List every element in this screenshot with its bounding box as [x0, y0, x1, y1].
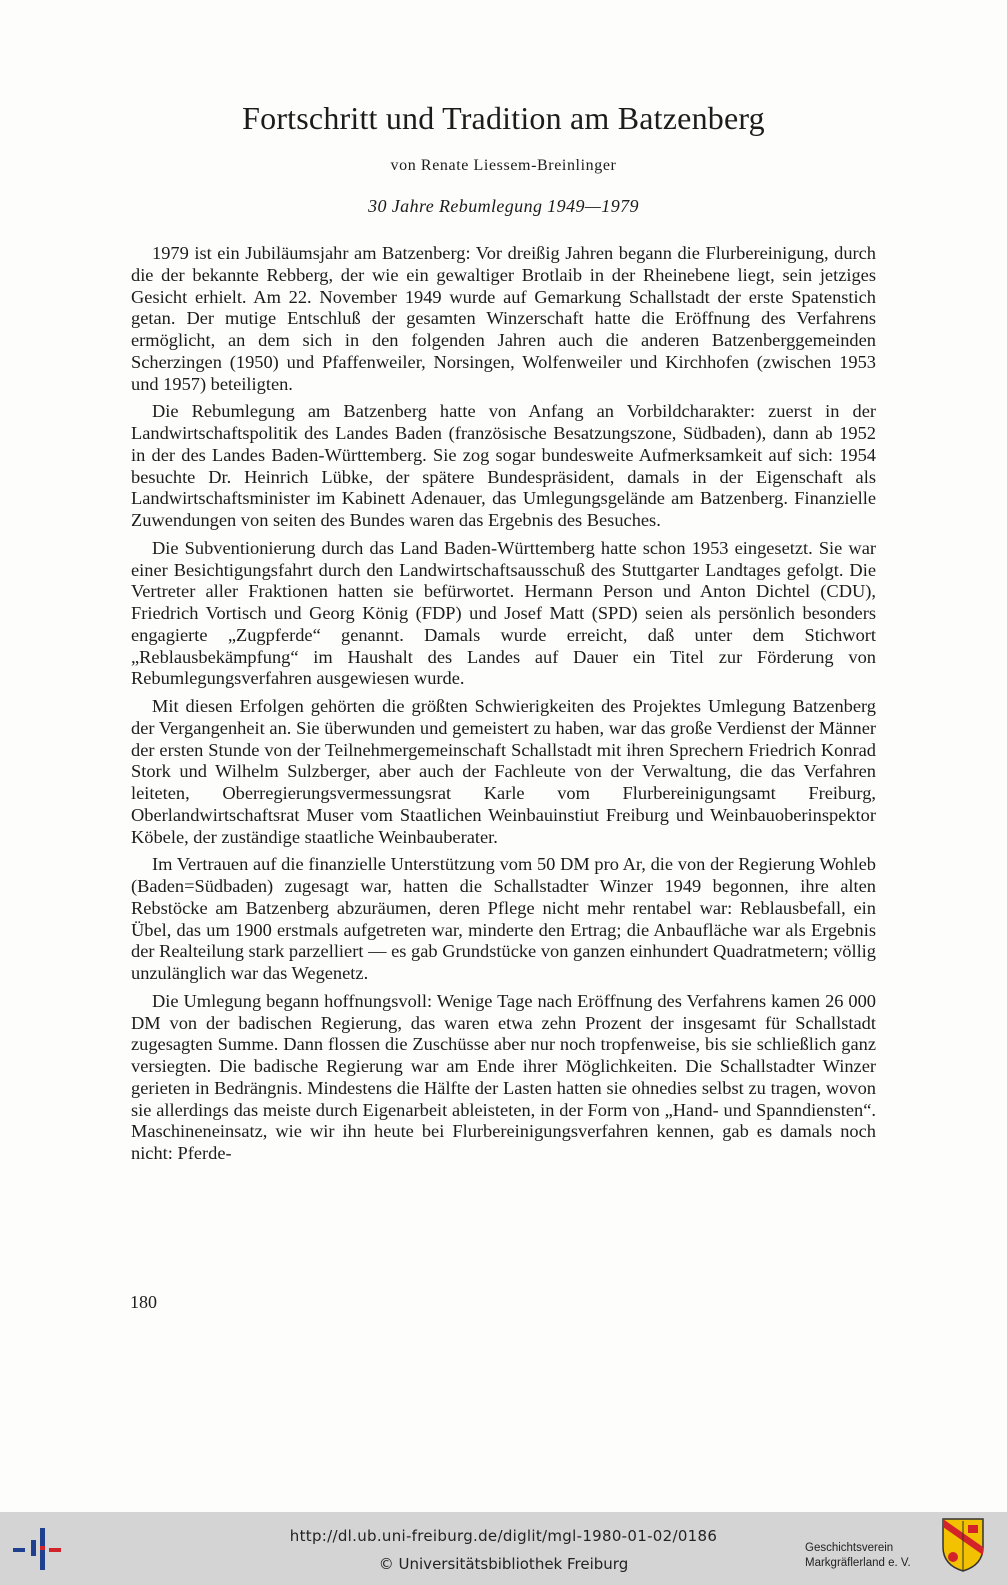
paragraph: Die Subventionierung durch das Land Baden-Württemberg hatte schon 1953 eingesetzt. Sie war einer Besichtigungsfahrt durch den Landwirtschaftsausschuß des Stuttgarter Landtages gefolgt. Die Vertreter aller Fraktionen hatten sie befürwortet. Hermann Person und Anton Dichtel (CDU), Friedrich Vortisch und Georg König (FDP) und Josef Matt (SPD) seien als persönlich besonders engagierte „Zugpferde“ genannt. Damals wurde erreicht, daß unter dem Stichwort „Reblausbekämpfung“ im Haushalt des Landes auf Dauer ein Titel zur Förderung von Rebumlegungsverfahren ausgewiesen wurde.: [131, 537, 876, 689]
society-name-line1: Geschichtsverein: [805, 1542, 894, 1554]
article-subtitle: 30 Jahre Rebumlegung 1949—1979: [368, 196, 639, 216]
article-author: von Renate Liessem-Breinlinger: [390, 157, 617, 174]
document-url-link[interactable]: http://dl.ub.uni-freiburg.de/diglit/mgl-1980-01-02/0186: [289, 1527, 718, 1545]
paragraph: 1979 ist ein Jubiläumsjahr am Batzenberg: Vor dreißig Jahren begann die Flurbereinigung, durch die der bekannte Rebberg, der wie ein gewaltiger Brotlaib in der Rheinebene liegt, sein jetziges Gesicht erhielt. Am 22. November 1949 wurde auf Gemarkung Schallstadt der erste Spatenstich getan. Der mutige Entschluß der gesamten Winzerschaft hatte die Eröffnung des Verfahrens ermöglicht, an dem sich in den folgenden Jahren auch die anderen Batzenberggemeinden Scherzingen (1950) und Pfaffenweiler, Norsingen, Wolfenweiler und Kirchhofen (zwischen 1953 und 1957) beteiligten.: [131, 243, 876, 394]
paragraph: Mit diesen Erfolgen gehörten die größten Schwierigkeiten des Projektes Umlegung Batzenberg der Vergangenheit an. Sie überwunden und gemeistert zu haben, war das große Verdienst der Männer der ersten Stunde von der Teilnehmergemeinschaft Schallstadt mit ihren Sprechern Friedrich Konrad Stork und Wilhelm Sulzberger, aber auch der Fachleute von der Verwaltung, die das Verfahren leiteten, Oberregierungsvermessungsrat Karle vom Flurbereinigungsamt Freiburg, Oberlandwirtschaftsrat Muser vom Staatlichen Weinbauinstiut Freiburg und Weinbauoberinspektor Köbele, der zuständige staatliche Weinbauberater.: [131, 696, 876, 847]
footer-bar: [0, 1512, 1007, 1585]
paragraph: Die Rebumlegung am Batzenberg hatte von Anfang an Vorbildcharakter: zuerst in der Landwirtschaftspolitik des Landes Baden (französische Besatzungszone, Südbaden), dann ab 1952 in der des Landes Baden-Württemberg. Sie zog sogar bundesweite Aufmerksamkeit auf sich: 1954 besuchte Dr. Heinrich Lübke, der spätere Bundespräsident, damals in der Eigenschaft als Landwirtschaftsminister im Kabinett Adenauer, das Umlegungsgelände am Batzenberg. Finanzielle Zuwendungen von seiten des Bundes waren das Ergebnis des Besuches.: [131, 401, 876, 530]
article-title: Fortschritt und Tradition am Batzenberg: [242, 100, 765, 136]
article-body: [131, 243, 876, 1171]
society-name-line2: Markgräflerland e. V.: [805, 1557, 911, 1569]
society-name: [805, 1541, 930, 1571]
copyright-notice: © Universitätsbibliothek Freiburg: [378, 1555, 629, 1573]
coat-of-arms-icon: [941, 1517, 985, 1573]
page-number: 180: [130, 1292, 157, 1312]
paragraph: Die Umlegung begann hoffnungsvoll: Wenige Tage nach Eröffnung des Verfahrens kamen 26 000 DM von der badischen Regierung, das waren etwa zehn Prozent der insgesamt für Schallstadt zugesagten Summe. Dann flossen die Zuschüsse aber nur noch tropfenweise, bis sie schließlich ganz versiegten. Die badische Regierung war am Ende ihrer Möglichkeiten. Die Schallstadter Winzer gerieten in Bedrängnis. Mindestens die Hälfte der Lasten hatten sie ohnedies selbst zu tragen, wovon sie allerdings das meiste durch Eigenarbeit ableisteten, in der Form von „Hand- und Spanndiensten“. Maschineneinsatz, wie wir ihn heute bei Flurbereinigungsverfahren kennen, gab es damals noch nicht: Pferde-: [131, 990, 876, 1163]
paragraph: Im Vertrauen auf die finanzielle Unterstützung vom 50 DM pro Ar, die von der Regierung Wohleb (Baden=Südbaden) zugesagt war, hatten die Schallstadter Winzer 1949 begonnen, ihre alten Rebstöcke am Batzenberg abzuräumen, deren Pflege nicht mehr rentabel war: Reblausbefall, ein Übel, das um 1900 erstmals aufgetreten war, minderte den Ertrag; die Anbaufläche war als Ergebnis der Realteilung stark parzelliert — es gab Grundstücke von ganzen einhundert Quadratmetern; völlig unzulänglich war das Wegenetz.: [131, 854, 876, 983]
